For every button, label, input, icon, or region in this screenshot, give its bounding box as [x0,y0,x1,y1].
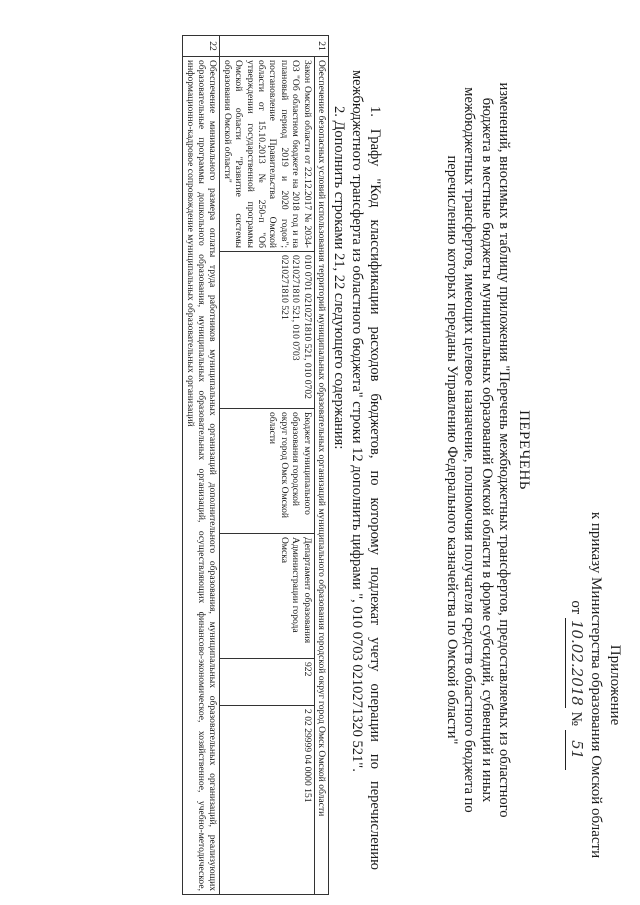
cell-expense-codes: 010 0701 0210271810 521, 010 0702 0210271810 521, 010 0703 0210271810 521 [220,252,314,409]
title-body: изменений, вносимых в таблицу приложения "Перечень межбюджетных трансфертов, предоставляемых из областного бюджета в местные бюджеты муниципальных образований Омской области в форме субсидий, субвенций и иных межбюджетных трансфертов, имеющих целевое назначение, полномочия получателя средств областного бюджета по перечислению которых переданы Управлению Федерального казначейства по Омской области" [444,82,513,818]
item-2: 2. Дополнить строками 21, 22 следующего содержания: [331,106,347,450]
change-items [330,70,384,870]
handwritten-number: 51 [568,740,586,760]
appendix-date-line [565,495,586,875]
appendix-header [565,495,624,875]
row-header: Обеспечение минимального размера оплаты труда работников муниципальных организаций дополнительного образования, муниципальных образовательных организаций, реализующих образовательные программы дошкольного образования, муниципальных образовательных организаций, осуществляющих финансово-экономическое, хозяйственное, учебно-методическое, информационно-кадровое сопровождение муниципальных образовательных организаций [183,57,220,895]
cell-revenue-code: 2 02 29999 04 0000 151 [220,706,314,895]
title-heading: ПЕРЕЧЕНЬ [516,410,532,490]
handwritten-date: 10.02.2018 [568,619,586,706]
item-1: 1. Графу "Код классификации расходов бюджетов, по которому подлежат учету операции по перечислению межбюджетного трансферта из областного бюджета" строки 12 дополнить цифрами ", 010 0703 0210271320 521". [349,70,383,870]
cell-budget: Бюджет муниципального образования городской округ город Омск Омской области [220,409,314,534]
document-title [443,60,533,840]
cell-legal-basis: Закон Омской области от 22.12.2017 № 2034-ОЗ "Об областном бюджете на 2018 год и на плановый период 2019 и 2020 годов"; постановление Правительства Омской области от 15.10.2013 № 250-п "Об утверждении государственной программы Омской области "Развитие системы образования Омской области" [220,57,314,252]
transfers-table [182,35,329,895]
table-row [183,36,220,895]
table-row [314,36,328,895]
appendix-order-of: к приказу Министерства образования Омской области [588,511,604,859]
row-number: 22 [183,36,220,57]
cell-grbs-code: 922 [220,659,314,706]
from-prefix: от [568,600,584,615]
table-row [220,36,314,895]
cell-department: Департамент образования Администрации города Омска [220,534,314,659]
number-prefix: № [568,711,584,726]
row-number: 21 [220,36,329,57]
row-header: Обеспечение безопасных условий использования территорий муниципальных образовательных организаций муниципального образования городской округ город Омск Омской области [314,57,328,895]
appendix-label: Приложение [607,644,623,726]
